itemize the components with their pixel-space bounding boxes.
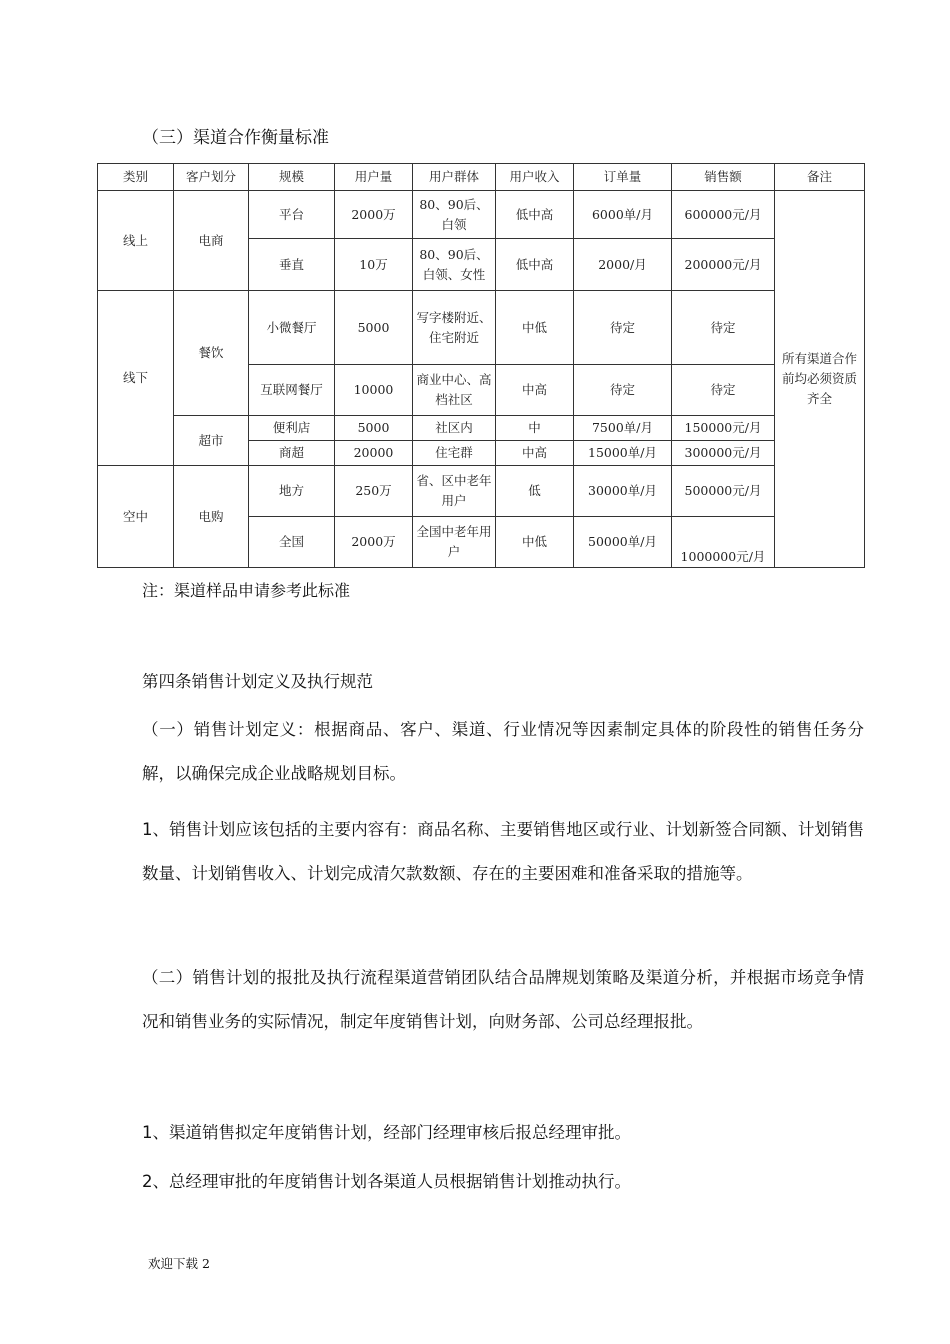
table-cell: 2000万 [335,517,413,568]
paragraph: 1、渠道销售拟定年度销售计划，经部门经理审核后报总经理审批。 [142,1123,631,1142]
table-cell: 500000元/月 [672,466,775,517]
section-title: （三）渠道合作衡量标准 [142,128,329,148]
category-cell: 线下 [98,291,174,466]
table-cell: 低 [496,466,574,517]
table-cell: 10000 [335,365,413,416]
table-cell: 中高 [496,441,574,466]
table-cell: 中高 [496,365,574,416]
page-footer: 欢迎下载 2 [148,1256,210,1271]
table-cell: 7500单/月 [574,416,672,441]
table-cell: 20000 [335,441,413,466]
table-cell: 200000元/月 [672,239,775,291]
table-cell: 1000000元/月 [672,517,775,568]
table-cell: 便利店 [249,416,335,441]
header-cell: 客户划分 [174,164,249,191]
table-cell: 待定 [574,365,672,416]
category-cell: 线上 [98,191,174,291]
table-cell: 5000 [335,416,413,441]
paragraph: （二）销售计划的报批及执行流程渠道营销团队结合品牌规划策略及渠道分析，并根据市场竞争情况和销售业务的实际情况，制定年度销售计划，向财务部、公司总经理报批。 [142,968,864,1031]
table-cell: 300000元/月 [672,441,775,466]
table-row [98,291,865,365]
header-cell: 备注 [775,164,865,191]
table-cell: 2000万 [335,191,413,239]
table-cell: 待定 [672,365,775,416]
table-cell: 30000单/月 [574,466,672,517]
table-row [98,466,865,517]
table-cell: 写字楼附近、住宅附近 [413,291,496,365]
table-cell: 2000/月 [574,239,672,291]
table-cell: 商超 [249,441,335,466]
table-header-row [98,164,865,191]
table-cell: 垂直 [249,239,335,291]
table-cell: 15000单/月 [574,441,672,466]
header-cell: 规模 [249,164,335,191]
table-cell: 互联网餐厅 [249,365,335,416]
table-cell: 80、90后、白领、女性 [413,239,496,291]
segment-cell: 电商 [174,191,249,291]
header-cell: 类别 [98,164,174,191]
paragraph: 2、总经理审批的年度销售计划各渠道人员根据销售计划推动执行。 [142,1172,631,1191]
table-cell: 小微餐厅 [249,291,335,365]
table-cell: 全国 [249,517,335,568]
table-cell: 住宅群 [413,441,496,466]
header-cell: 用户收入 [496,164,574,191]
table-cell: 中 [496,416,574,441]
table-row [98,191,865,239]
header-cell: 用户量 [335,164,413,191]
table-cell: 省、区中老年用户 [413,466,496,517]
table-cell: 10万 [335,239,413,291]
category-cell: 空中 [98,466,174,568]
table-row [98,416,865,441]
table-cell: 平台 [249,191,335,239]
table-cell: 600000元/月 [672,191,775,239]
table-cell: 待定 [574,291,672,365]
remark-cell: 所有渠道合作前均必须资质齐全 [775,191,865,568]
table-cell: 80、90后、白领 [413,191,496,239]
paragraph: 1、销售计划应该包括的主要内容有：商品名称、主要销售地区或行业、计划新签合同额、计划销售数量、计划销售收入、计划完成清欠款数额、存在的主要困难和准备采取的措施等。 [142,820,864,883]
table-cell: 中低 [496,517,574,568]
table-cell: 待定 [672,291,775,365]
header-cell: 销售额 [672,164,775,191]
table-cell: 全国中老年用户 [413,517,496,568]
table-cell: 低中高 [496,239,574,291]
table-cell: 低中高 [496,191,574,239]
table-cell: 中低 [496,291,574,365]
header-cell: 用户群体 [413,164,496,191]
table-cell: 地方 [249,466,335,517]
header-cell: 订单量 [574,164,672,191]
segment-cell: 超市 [174,416,249,466]
table-cell: 5000 [335,291,413,365]
table-note: 注：渠道样品申请参考此标准 [142,581,351,600]
table-cell: 250万 [335,466,413,517]
article-title: 第四条销售计划定义及执行规范 [142,672,373,691]
paragraph: （一）销售计划定义：根据商品、客户、渠道、行业情况等因素制定具体的阶段性的销售任务分解，以确保完成企业战略规划目标。 [142,720,864,783]
segment-cell: 电购 [174,466,249,568]
table-cell: 150000元/月 [672,416,775,441]
table-cell: 商业中心、高档社区 [413,365,496,416]
channel-standard-table [97,163,865,568]
segment-cell: 餐饮 [174,291,249,416]
table-cell: 50000单/月 [574,517,672,568]
table-cell: 社区内 [413,416,496,441]
table-cell: 6000单/月 [574,191,672,239]
